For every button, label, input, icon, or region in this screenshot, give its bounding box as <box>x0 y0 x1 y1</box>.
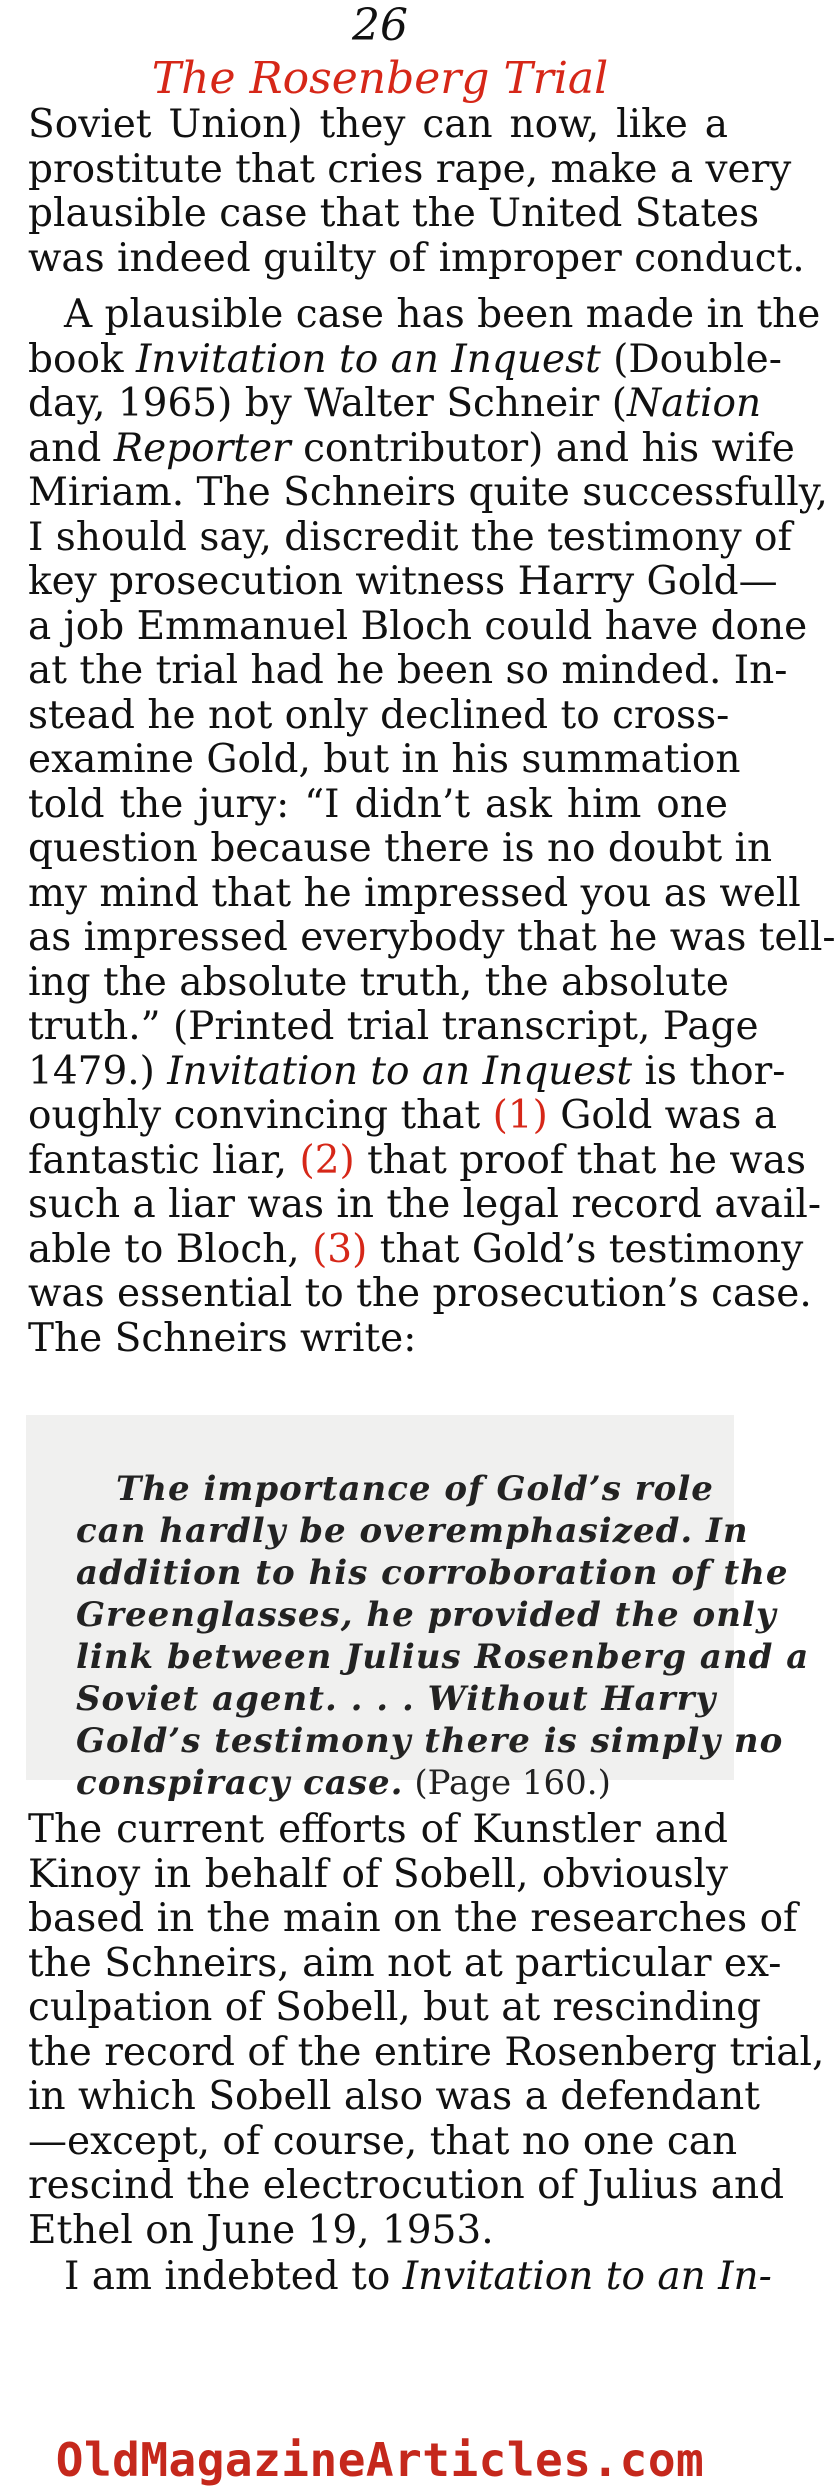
text-line: my mind that he impressed you as well <box>28 870 801 916</box>
book-title: Invitation to an Inquest <box>135 336 601 382</box>
text-line: based in the main on the researches of <box>28 1896 798 1941</box>
paragraph-3 <box>28 1807 825 2253</box>
text-line: rescind the electrocution of Julius and <box>28 2163 785 2208</box>
text-line: plausible case that the United States <box>28 191 760 236</box>
quote-line: Greenglasses, he provided the only <box>76 1595 777 1635</box>
quote-line: Soviet agent. . . . Without Harry <box>76 1679 717 1719</box>
text-line: truth.” (Printed trial transcript, Page <box>28 1004 759 1049</box>
text-line: Soviet Union) they can now, like a <box>28 102 728 147</box>
text-line: stead he not only declined to cross- <box>28 692 730 738</box>
text-run: fantastic liar, <box>28 1137 300 1183</box>
text-line: as impressed everybody that he was tell- <box>28 915 836 960</box>
text-run: 1479.) <box>28 1048 168 1094</box>
text-line: at the trial had he been so minded. In- <box>28 648 788 693</box>
text-line: Ethel on June 19, 1953. <box>28 2207 494 2253</box>
paragraph-4 <box>28 2254 772 2300</box>
text-line: ing the absolute truth, the absolute <box>28 959 730 1005</box>
text-line: the record of the entire Rosenberg trial, <box>28 2029 825 2075</box>
text-line: a job Emmanuel Bloch could have done <box>28 603 808 649</box>
quote-citation: (Page 160.) <box>403 1763 611 1803</box>
text-line: key prosecution witness Harry Gold— <box>28 559 778 604</box>
text-line: told the jury: “I didn’t ask him one <box>28 781 728 827</box>
text-run: able to Bloch, <box>28 1226 313 1272</box>
text-line: such a liar was in the legal record avail- <box>28 1182 822 1227</box>
text-line <box>28 425 795 472</box>
text-run: day, 1965) by Walter Schneir ( <box>28 381 627 426</box>
text-line: in which Sobell also was a defendant <box>28 2074 760 2119</box>
magazine-title: Nation <box>626 381 762 426</box>
point-marker-3: (3) <box>312 1226 368 1272</box>
page-title: The Rosenberg Trial <box>151 53 609 104</box>
text-line: was essential to the prosecution’s case. <box>28 1271 812 1316</box>
text-line <box>28 1048 786 1095</box>
text-run: that Gold’s testimony <box>367 1226 804 1272</box>
text-line: the Schneirs, aim not at particular ex- <box>28 1940 782 1986</box>
text-line <box>28 1137 806 1184</box>
point-marker-1: (1) <box>492 1093 548 1138</box>
text-run: contributor) and his wife <box>290 425 795 471</box>
point-marker-2: (2) <box>299 1137 355 1183</box>
text-line: culpation of Sobell, but at rescinding <box>28 1985 762 2030</box>
text-line: question because there is no doubt in <box>28 826 773 871</box>
site-banner[interactable]: OldMagazineArticles.com <box>55 2433 705 2487</box>
text-run: and <box>28 425 114 471</box>
paragraph-1 <box>28 102 805 281</box>
text-run: oughly convincing that <box>28 1093 493 1138</box>
book-title: Invitation to an Inquest <box>167 1048 633 1094</box>
text-line: The Schneirs write: <box>28 1315 417 1361</box>
text-line <box>28 336 782 383</box>
text-line: A plausible case has been made in the <box>64 292 821 337</box>
text-run: that proof that he was <box>354 1137 806 1183</box>
text-line: Miriam. The Schneirs quite successfully, <box>28 470 828 515</box>
text-line: The current efforts of Kunstler and <box>28 1807 728 1852</box>
quote-line: link between Julius Rosenberg and a <box>76 1637 810 1677</box>
quote-run: conspiracy case. <box>76 1763 404 1803</box>
text-line <box>28 1093 777 1139</box>
text-line: I should say, discredit the testimony of <box>28 514 792 560</box>
quote-line: can hardly be overemphasized. In <box>76 1511 749 1551</box>
text-line: was indeed guilty of improper conduct. <box>28 235 805 281</box>
quote-line: addition to his corroboration of the <box>76 1553 789 1593</box>
quote-line: Gold’s testimony there is simply no <box>76 1721 784 1761</box>
text-run: is thor- <box>632 1048 786 1094</box>
quote-line <box>76 1762 686 1804</box>
text-line <box>28 1226 804 1273</box>
quote-line: The importance of Gold’s role <box>116 1469 714 1509</box>
text-run: book <box>28 336 136 382</box>
magazine-title: Reporter <box>113 425 291 471</box>
text-line: —except, of course, that no one can <box>28 2118 738 2164</box>
text-run: I am indebted to <box>64 2254 403 2299</box>
text-line <box>28 2254 772 2300</box>
block-quote <box>76 1468 810 1804</box>
book-title: Invitation to an In- <box>402 2254 772 2299</box>
text-line: Kinoy in behalf of Sobell, obviously <box>28 1851 728 1897</box>
text-line <box>28 381 762 427</box>
page-number: 26 <box>352 0 408 51</box>
text-line: examine Gold, but in his summation <box>28 737 741 782</box>
text-line: prostitute that cries rape, make a very <box>28 146 792 192</box>
text-run: Gold was a <box>547 1093 777 1138</box>
paragraph-2 <box>28 292 836 1361</box>
text-run: (Double- <box>600 336 782 382</box>
